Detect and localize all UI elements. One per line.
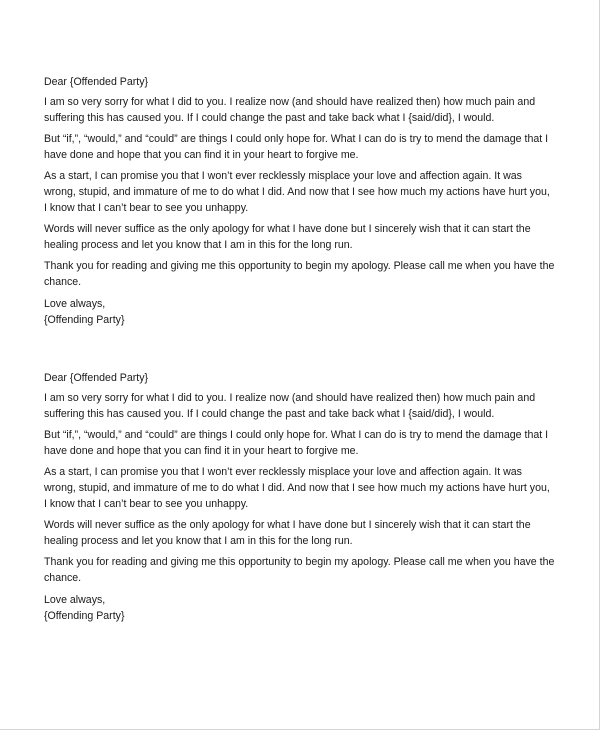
letter-paragraph-3: As a start, I can promise you that I won’t ever recklessly misplace your love and affection again. It was wrong, stupid, and immature of me to do what I did. And now that I see how much my actions have hurt you, I know that I can’t bear to see you unhappy. — [44, 466, 550, 510]
letter-paragraph-1: I am so very sorry for what I did to you. I realize now (and should have realized then) how much pain and suffering this has caused you. If I could change the past and take back what I {said/did}, I would. — [44, 392, 536, 420]
letter-closing-block — [44, 296, 564, 328]
letter-signature: {Offending Party} — [44, 314, 125, 326]
letter-paragraph-5: Thank you for reading and giving me this opportunity to begin my apology. Please call me when you have the chance. — [44, 556, 555, 584]
letter-paragraph-4: Words will never suffice as the only apology for what I have done but I sincerely wish that it can start the healing process and let you know that I am in this for the long run. — [44, 519, 531, 547]
letter-signature: {Offending Party} — [44, 610, 125, 622]
letter-2 — [44, 370, 564, 624]
letter-paragraph-2: But “if,”, “would,” and “could” are things I could only hope for. What I can do is try to mend the damage that I have done and hope that you can find it in your heart to forgive me. — [44, 133, 549, 161]
letter-closing: Love always, — [44, 594, 106, 606]
letter-paragraph-2: But “if,”, “would,” and “could” are things I could only hope for. What I can do is try to mend the damage that I have done and hope that you can find it in your heart to forgive me. — [44, 429, 549, 457]
letter-1 — [44, 74, 564, 328]
letter-salutation: Dear {Offended Party} — [44, 76, 149, 88]
letter-paragraph-5: Thank you for reading and giving me this opportunity to begin my apology. Please call me when you have the chance. — [44, 260, 555, 288]
letter-closing: Love always, — [44, 298, 106, 310]
letter-paragraph-4: Words will never suffice as the only apology for what I have done but I sincerely wish that it can start the healing process and let you know that I am in this for the long run. — [44, 223, 531, 251]
letter-salutation: Dear {Offended Party} — [44, 372, 149, 384]
letter-paragraph-1: I am so very sorry for what I did to you. I realize now (and should have realized then) how much pain and suffering this has caused you. If I could change the past and take back what I {said/did}, I would. — [44, 96, 536, 124]
letter-closing-block — [44, 592, 564, 624]
letter-paragraph-3: As a start, I can promise you that I won’t ever recklessly misplace your love and affection again. It was wrong, stupid, and immature of me to do what I did. And now that I see how much my actions have hurt you, I know that I can’t bear to see you unhappy. — [44, 170, 550, 214]
